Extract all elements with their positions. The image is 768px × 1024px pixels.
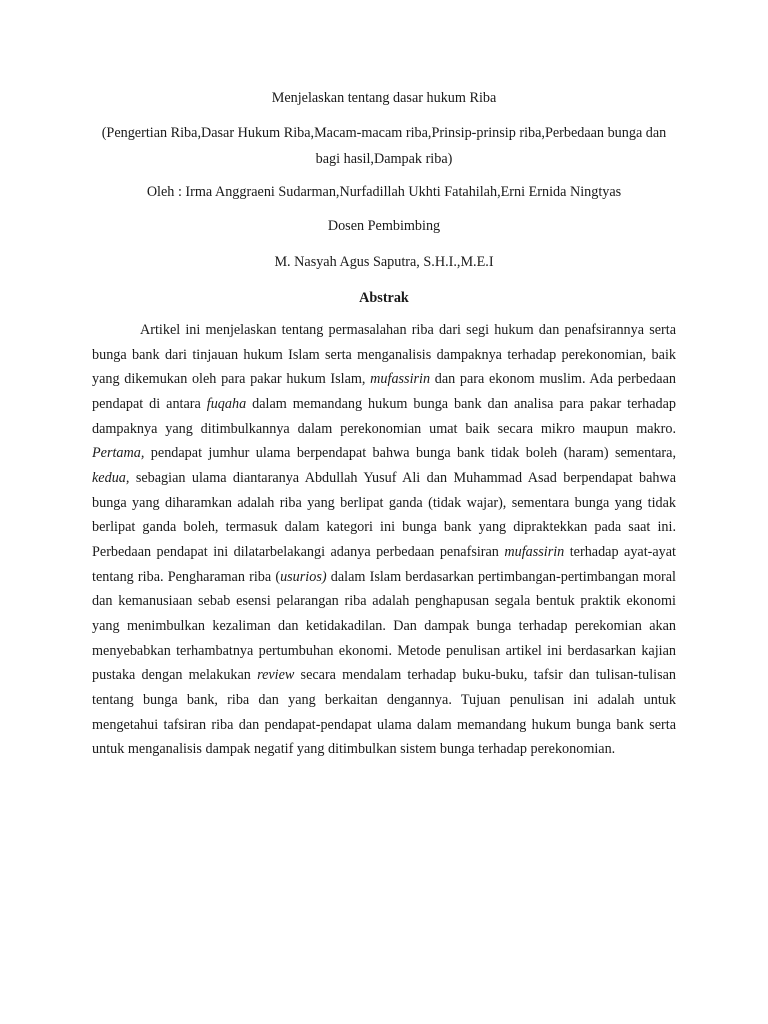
abstract-text: pendapat jumhur ulama berpendapat bahwa bunga bank tidak boleh (haram) sementara, xyxy=(144,445,676,462)
abstract-text: sebagian ulama diantaranya Abdullah Yusuf Ali dan Muhammad Asad berpendapat bahwa bunga yang diharamkan adalah riba yang berlipat ganda (tidak wajar), sementara bunga yang tidak berlipat ganda boleh, termasuk dalam kategori ini bunga bank yang dipraktekkan pada saat ini. Perbedaan pendapat ini dilatarbelakangi adanya perbedaan penafsiran xyxy=(92,469,676,560)
abstract-text: dalam Islam berdasarkan pertimbangan-pertimbangan moral dan kemanusiaan sebab esensi pelarangan riba adalah penghapusan segala bentuk praktik ekonomi yang menimbulkan kezaliman dan ketidakadilan. Dan dampak bunga terhadap perekomian akan menyebabkan terhambatnya pertumbuhan ekonomi. Metode penulisan artikel ini berdasarkan kajian pustaka dengan melakukan xyxy=(92,568,676,684)
advisor-name: M. Nasyah Agus Saputra, S.H.I.,M.E.I xyxy=(274,254,494,270)
abstract-text: dalam memandang hukum bunga bank dan analisa para pakar terhadap dampaknya yang ditimbulkannya dalam perekonomian umat baik secara mikro maupun makro. xyxy=(92,395,677,437)
document-subtitle: (Pengertian Riba,Dasar Hukum Riba,Macam-macam riba,Prinsip-prinsip riba,Perbedaan bunga dan bagi hasil,Dampak riba) xyxy=(101,125,667,167)
abstract-italic-term: mufassirin xyxy=(370,371,431,388)
abstract-paragraph xyxy=(92,318,676,762)
abstract-text: secara mendalam terhadap buku-buku, tafsir dan tulisan-tulisan tentang bunga bank, riba dan yang berkaitan dengannya. Tujuan penulisan ini adalah untuk mengetahui tafsiran riba dan pendapat-pendapat ulama dalam memandang hukum bunga bank serta untuk menganalisis dampak negatif yang ditimbulkan sistem bunga terhadap perekonomian. xyxy=(92,667,676,758)
abstract-italic-term: fuqaha xyxy=(206,395,247,412)
document-title: Menjelaskan tentang dasar hukum Riba xyxy=(271,90,497,106)
abstract-text: terhadap ayat-ayat tentang riba. Pengharaman riba ( xyxy=(92,543,677,585)
abstract-text: Artikel ini menjelaskan tentang permasalahan riba dari segi hukum dan penafsirannya serta bunga bank dari tinjauan hukum Islam serta menganalisis dampaknya terhadap perekonomian, baik yang dikemukan oleh para pakar hukum Islam, xyxy=(92,322,676,388)
abstract-italic-term: usurios) xyxy=(280,568,327,585)
advisor-label: Dosen Pembimbing xyxy=(327,218,441,234)
author-line: Oleh : Irma Anggraeni Sudarman,Nurfadillah Ukhti Fatahilah,Erni Ernida Ningtyas xyxy=(146,184,622,200)
abstract-italic-term: kedua, xyxy=(92,469,130,486)
abstract-italic-term: mufassirin xyxy=(504,543,565,560)
abstract-heading: Abstrak xyxy=(359,290,409,306)
abstract-text: dan para ekonom muslim. Ada perbedaan pendapat di antara xyxy=(92,371,676,412)
abstract-italic-term: review xyxy=(257,667,295,684)
abstract-italic-term: Pertama, xyxy=(92,445,145,462)
